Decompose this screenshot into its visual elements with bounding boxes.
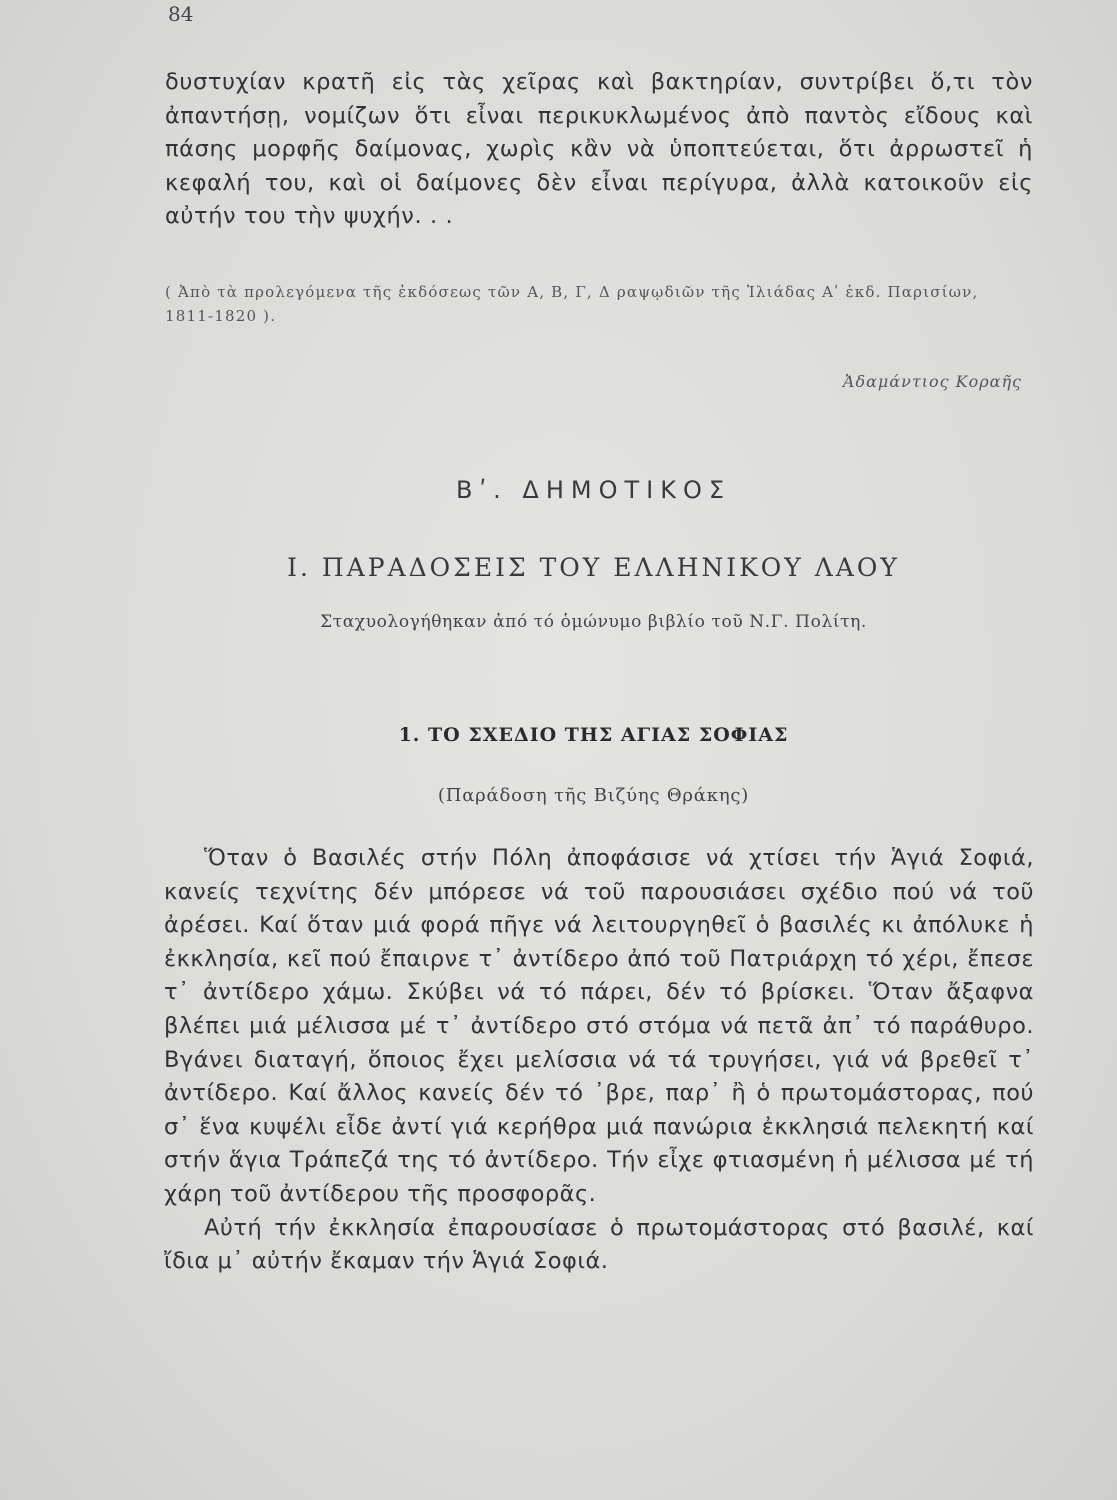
part-heading: Βʹ. ΔΗΜΟΤΙΚΟΣ: [456, 476, 731, 504]
story-origin: (Παράδοση τῆς Βιζύης Θράκης): [437, 785, 750, 806]
chapter-heading: Ι. ΠΑΡΑΔΟΣΕΙΣ ΤΟΥ ΕΛΛΗΝΙΚΟΥ ΛΑΟΥ: [287, 553, 900, 582]
story-paragraph-2: Αὐτή τήν ἐκκλησία ἐπαρουσίασε ὁ πρωτομάστορας στό βασιλέ, καί ἴδια μ᾽ αὐτήν ἔκαμαν τήν Ἁγιά Σοφιά.: [164, 1214, 1034, 1275]
intro-quote: [165, 66, 1033, 234]
story-title: 1. ΤΟ ΣΧΕΔΙΟ ΤΗΣ ΑΓΙΑΣ ΣΟΦΙΑΣ: [398, 724, 789, 746]
intro-citation: ( Ἀπὸ τὰ προλεγόμενα τῆς ἐκδόσεως τῶν Α, Β, Γ, Δ ραψῳδιῶν τῆς Ἰλιάδας Αʹ ἐκδ. Παρισίων, 1811-1820 ).: [165, 283, 979, 325]
story-paragraph-1: Ὅταν ὁ Βασιλές στήν Πόλη ἀποφάσισε νά χτίσει τήν Ἁγιά Σοφιά, κανείς τεχνίτης δέν μπόρεσε νά τοῦ παρουσιάσει σχέδιο πού νά τοῦ ἀρέσει. Καί ὅταν μιά φορά πῆγε νά λειτουργηθεῖ ὁ βασιλές κι ἀπόλυκε ἡ ἐκκλησία, κεῖ πού ἔπαιρνε τ᾽ ἀντίδερο ἀπό τοῦ Πατριάρχη τό χέρι, ἔπεσε τ᾽ ἀντίδερο χάμω. Σκύβει νά τό πάρει, δέν τό βρίσκει. Ὅταν ἄξαφνα βλέπει μιά μέλισσα μέ τ᾽ ἀντίδερο στό στόμα νά πετᾶ ἀπ᾽ τό παράθυρο. Βγάνει διαταγή, ὅποιος ἔχει μελίσσια νά τά τρυγήσει, γιά νά βρεθεῖ τ᾽ ἀντίδερο. Καί ἄλλος κανείς δέν τό ᾽βρε, παρ᾽ ἢ ὁ πρωτομάστορας, πού σ᾽ ἕνα κυψέλι εἶδε ἀντί γιά κερήθρα μιά πανώρια ἐκκλησιά πελεκητή καί στήν ἅγια Τράπεζά της τό ἀντίδερο. Τήν εἶχε φτιασμένη ἡ μέλισσα μέ τή χάρη τοῦ ἀντίδερου τῆς προσφορᾶς.: [164, 845, 1034, 1207]
page-number: 84: [168, 2, 194, 26]
intro-paragraph: δυστυχίαν κρατῆ εἰς τὰς χεῖρας καὶ βακτηρίαν, συντρίβει ὅ,τι τὸν ἀπαντήσῃ, νομίζων ὅτι εἶναι περικυκλωμένος ἀπὸ παντὸς εἴδους καὶ πάσης μορφῆς δαίμονας, χωρὶς κἂν νὰ ὑποπτεύεται, ὅτι ἀρρωστεῖ ἡ κεφαλή του, καὶ οἱ δαίμονες δὲν εἶναι περίγυρα, ἀλλὰ κατοικοῦν εἰς αὐτήν του τὴν ψυχήν. . .: [165, 69, 1033, 229]
source-note: Σταχυολογήθηκαν ἀπό τό ὁμώνυμο βιβλίο τοῦ Ν.Γ. Πολίτη.: [320, 612, 867, 632]
citation-author: Ἀδαμάντιος Κοραῆς: [842, 372, 1022, 391]
story-body: [164, 842, 1034, 1279]
